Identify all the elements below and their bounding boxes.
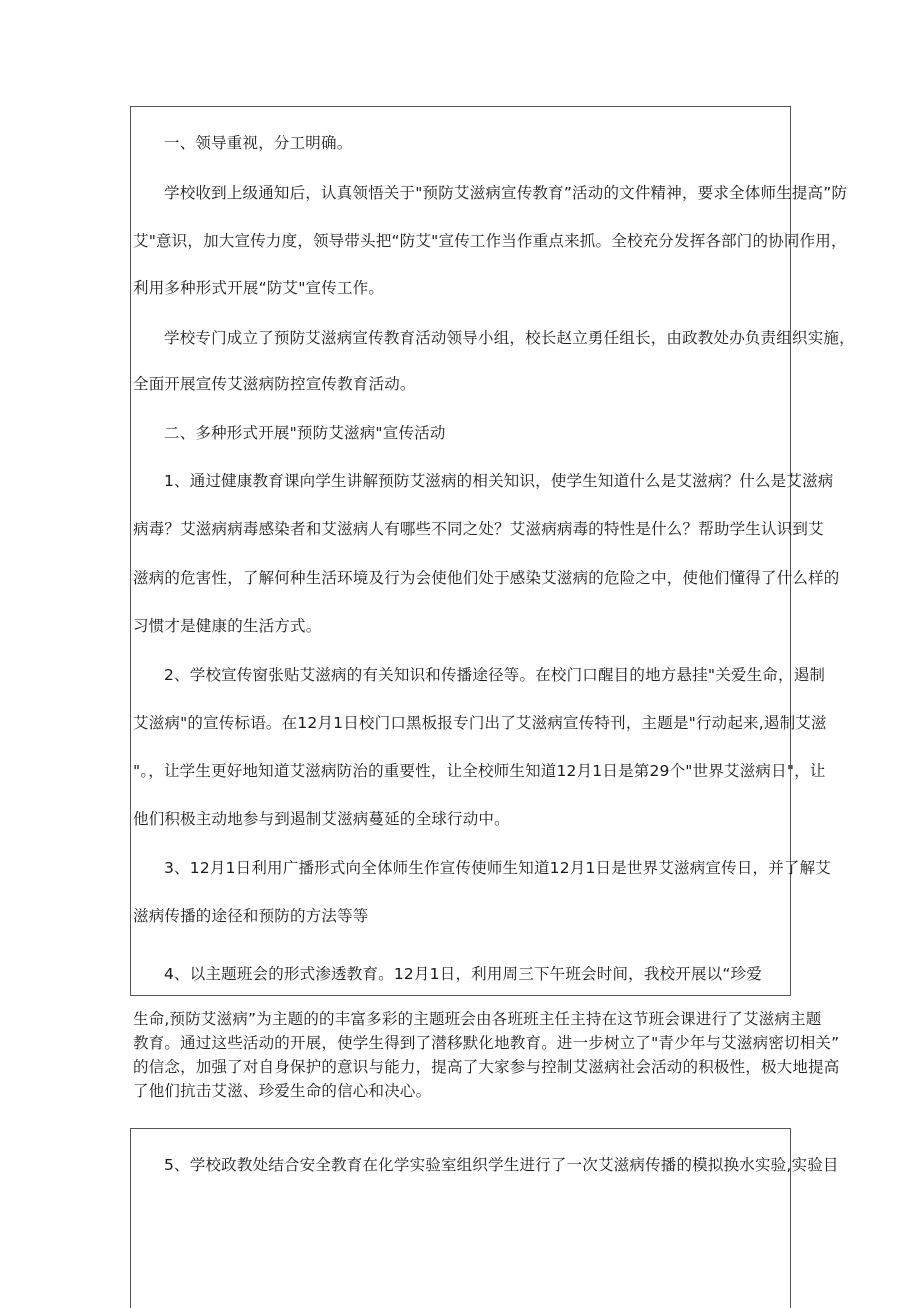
paragraph-line: 2、学校宣传窗张贴艾滋病的有关知识和传播途径等。在校门口醒目的地方悬挂"关爱生命，遏制 [164,666,826,684]
paragraph-line: 学校专门成立了预防艾滋病宣传教育活动领导小组，校长赵立勇任组长，由政教处办负责组织实施， [164,329,855,347]
paragraph-line: "。，让学生更好地知道艾滋病防治的重要性，让全校师生知道12月1日是第29个"世界艾滋病日"，让 [133,762,826,780]
paragraph-line: 艾"意识，加大宣传力度，领导带头把“防艾"宣传工作当作重点来抓。全校充分发挥各部门的协同作用， [133,232,847,250]
paragraph-line: 4、以主题班会的形式渗透教育。12月1日，利用周三下午班会时间，我校开展以“珍爱 [164,965,762,983]
paragraph-line: 学校收到上级通知后，认真领悟关于"预防艾滋病宣传教育”活动的文件精神，要求全体师生提高”防 [164,184,848,202]
paragraph-line: 生命,预防艾滋病”为主题的的丰富多彩的主题班会由各班班主任主持在这节班会课进行了艾滋病主题 [133,1010,822,1028]
paragraph-line: 1、通过健康教育课向学生讲解预防艾滋病的相关知识，使学生知道什么是艾滋病？什么是艾滋病 [164,472,834,490]
paragraph-line: 了他们抗击艾滋、珍爱生命的信心和决心。 [133,1082,432,1100]
heading-leadership: 一、领导重视，分工明确。 [164,134,353,152]
heading-activities: 二、多种形式开展"预防艾滋病"宣传活动 [164,424,446,442]
paragraph-line: 滋病传播的途径和预防的方法等等 [133,907,369,925]
paragraph-line: 的信念，加强了对自身保护的意识与能力，提高了大家参与控制艾滋病社会活动的积极性，极大地提高 [133,1058,840,1076]
paragraph-line: 全面开展宣传艾滋病防控宣传教育活动。 [133,375,416,393]
paragraph-line: 教育。通过这些活动的开展，使学生得到了潜移默化地教育。进一步树立了"青少年与艾滋病密切相关” [133,1034,840,1052]
paragraph-line: 他们积极主动地参与到遏制艾滋病蔓延的全球行动中。 [133,810,510,828]
paragraph-line: 3、12月1日利用广播形式向全体师生作宣传使师生知道12月1日是世界艾滋病宣传日，并了解艾 [164,859,832,877]
paragraph-line: 艾滋病"的宣传标语。在12月1日校门口黑板报专门出了艾滋病宣传特刊，主题是"行动起来,遏制艾滋 [133,714,827,732]
paragraph-line: 滋病的危害性，了解何种生活环境及行为会使他们处于感染艾滋病的危险之中，使他们懂得了什么样的 [133,569,840,587]
paragraph-line: 利用多种形式开展“防艾"宣传工作。 [133,279,385,297]
paragraph-line: 习惯才是健康的生活方式。 [133,617,322,635]
paragraph-line: 病毒？艾滋病病毒感染者和艾滋病人有哪些不同之处？艾滋病病毒的特性是什么？帮助学生认识到艾 [133,520,824,538]
paragraph-line: 5、学校政教处结合安全教育在化学实验室组织学生进行了一次艾滋病传播的模拟换水实验,实验目 [164,1156,839,1174]
